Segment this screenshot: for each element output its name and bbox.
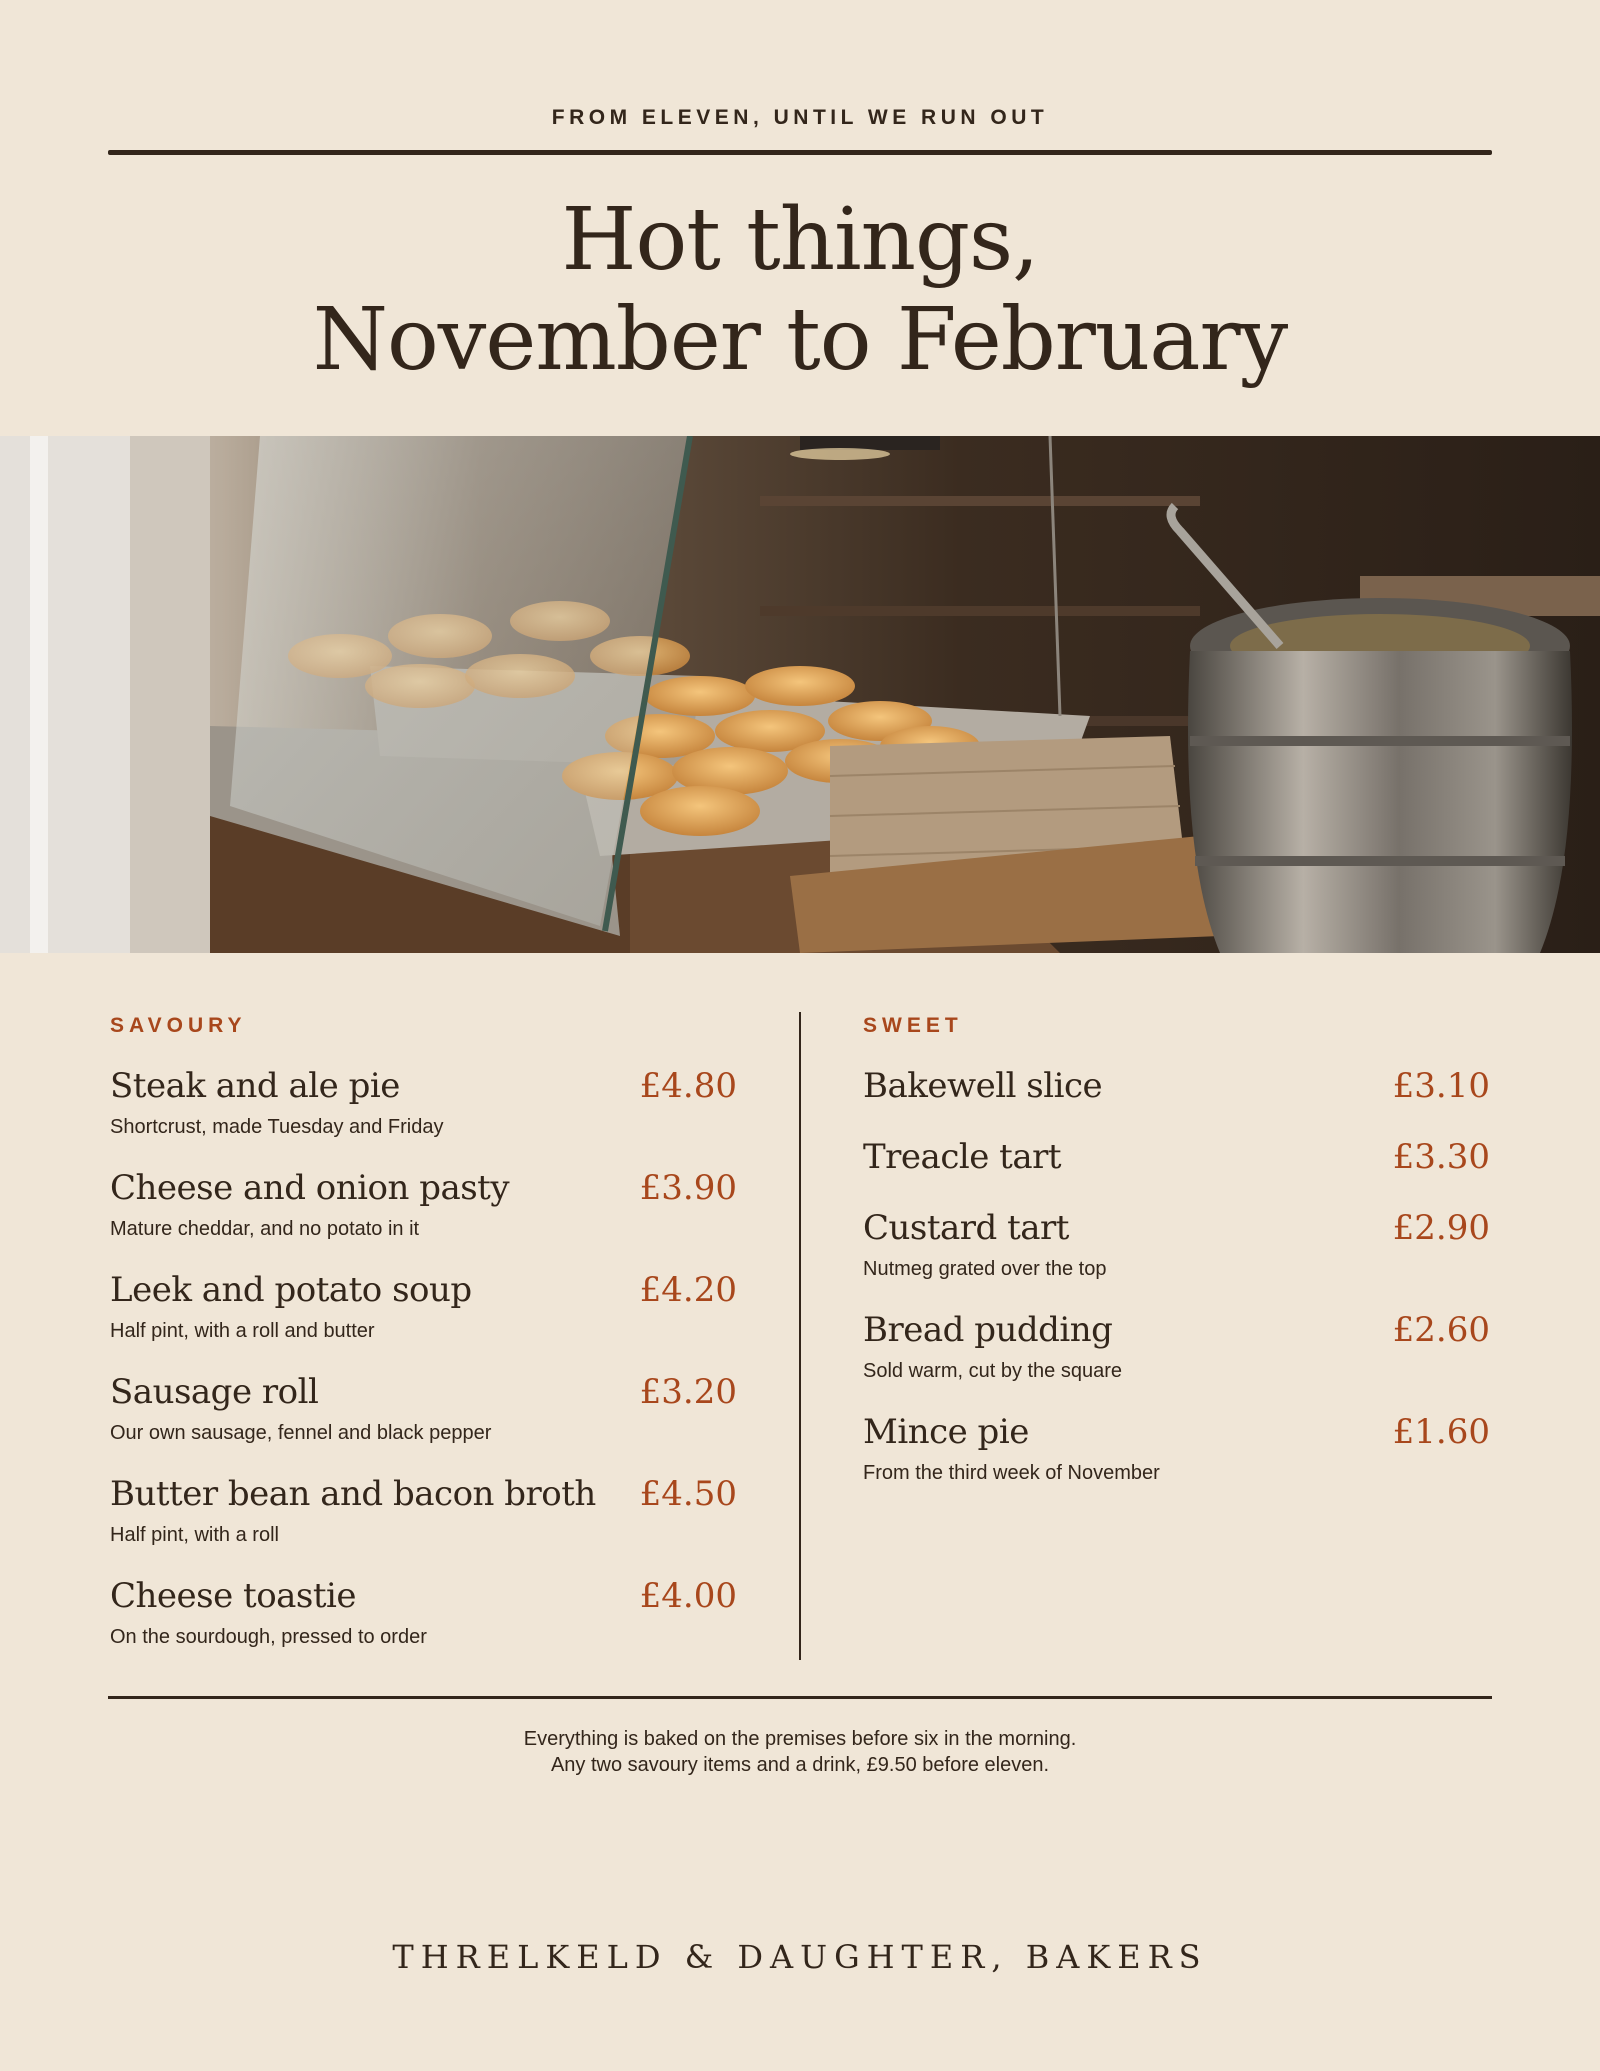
bottom-rule [108, 1696, 1492, 1699]
menu-item [110, 1370, 737, 1450]
menu-item [110, 1472, 737, 1552]
menu-item [110, 1166, 737, 1246]
item-price: £4.00 [639, 1576, 737, 1616]
item-description: Our own sausage, fennel and black pepper [110, 1422, 492, 1444]
bakery-counter-photo [0, 436, 1600, 953]
item-price: £3.10 [1392, 1066, 1490, 1106]
item-description: Half pint, with a roll and butter [110, 1320, 375, 1342]
item-price: £3.30 [1392, 1137, 1490, 1177]
title-line-1: Hot things, [561, 190, 1039, 290]
item-price: £4.50 [639, 1474, 737, 1514]
footnote [0, 1726, 1600, 1778]
menu-item [863, 1308, 1490, 1388]
page-title [0, 190, 1600, 390]
item-name: Custard tart [863, 1208, 1069, 1248]
item-name: Steak and ale pie [110, 1066, 400, 1106]
savoury-heading: SAVOURY [110, 1014, 247, 1037]
title-line-2: November to February [312, 290, 1288, 390]
item-price: £2.90 [1392, 1208, 1490, 1248]
footnote-line-1: Everything is baked on the premises before six in the morning. [523, 1728, 1077, 1750]
item-description: On the sourdough, pressed to order [110, 1626, 427, 1648]
item-description: Shortcrust, made Tuesday and Friday [110, 1116, 444, 1138]
column-divider [799, 1012, 801, 1660]
item-name: Cheese and onion pasty [110, 1168, 510, 1208]
item-name: Bread pudding [863, 1310, 1113, 1350]
item-name: Bakewell slice [863, 1066, 1103, 1106]
menu-item [110, 1268, 737, 1348]
menu-item [863, 1410, 1490, 1490]
menu-item [863, 1064, 1490, 1114]
footnote-line-2: Any two savoury items and a drink, £9.50 before eleven. [550, 1754, 1050, 1776]
item-name: Leek and potato soup [110, 1270, 472, 1310]
item-price: £4.80 [639, 1066, 737, 1106]
item-description: From the third week of November [863, 1462, 1160, 1484]
item-price: £4.20 [639, 1270, 737, 1310]
menu-item [863, 1206, 1490, 1286]
item-description: Mature cheddar, and no potato in it [110, 1218, 420, 1240]
item-description: Half pint, with a roll [110, 1524, 279, 1546]
top-rule [108, 150, 1492, 155]
menu-item [110, 1574, 737, 1654]
item-name: Treacle tart [863, 1137, 1062, 1177]
bakery-name: THRELKELD & DAUGHTER, BAKERS [392, 1938, 1208, 1976]
item-name: Cheese toastie [110, 1576, 357, 1616]
item-price: £3.90 [639, 1168, 737, 1208]
item-price: £1.60 [1392, 1412, 1490, 1452]
item-description: Sold warm, cut by the square [863, 1360, 1123, 1382]
item-name: Mince pie [863, 1412, 1029, 1452]
item-name: Sausage roll [110, 1372, 319, 1412]
menu-item [863, 1135, 1490, 1185]
sweet-heading: SWEET [863, 1014, 963, 1037]
item-price: £3.20 [639, 1372, 737, 1412]
menu-kicker: FROM ELEVEN, UNTIL WE RUN OUT [551, 106, 1049, 129]
menu-item [110, 1064, 737, 1144]
item-name: Butter bean and bacon broth [110, 1474, 596, 1514]
item-description: Nutmeg grated over the top [863, 1258, 1107, 1280]
item-price: £2.60 [1392, 1310, 1490, 1350]
